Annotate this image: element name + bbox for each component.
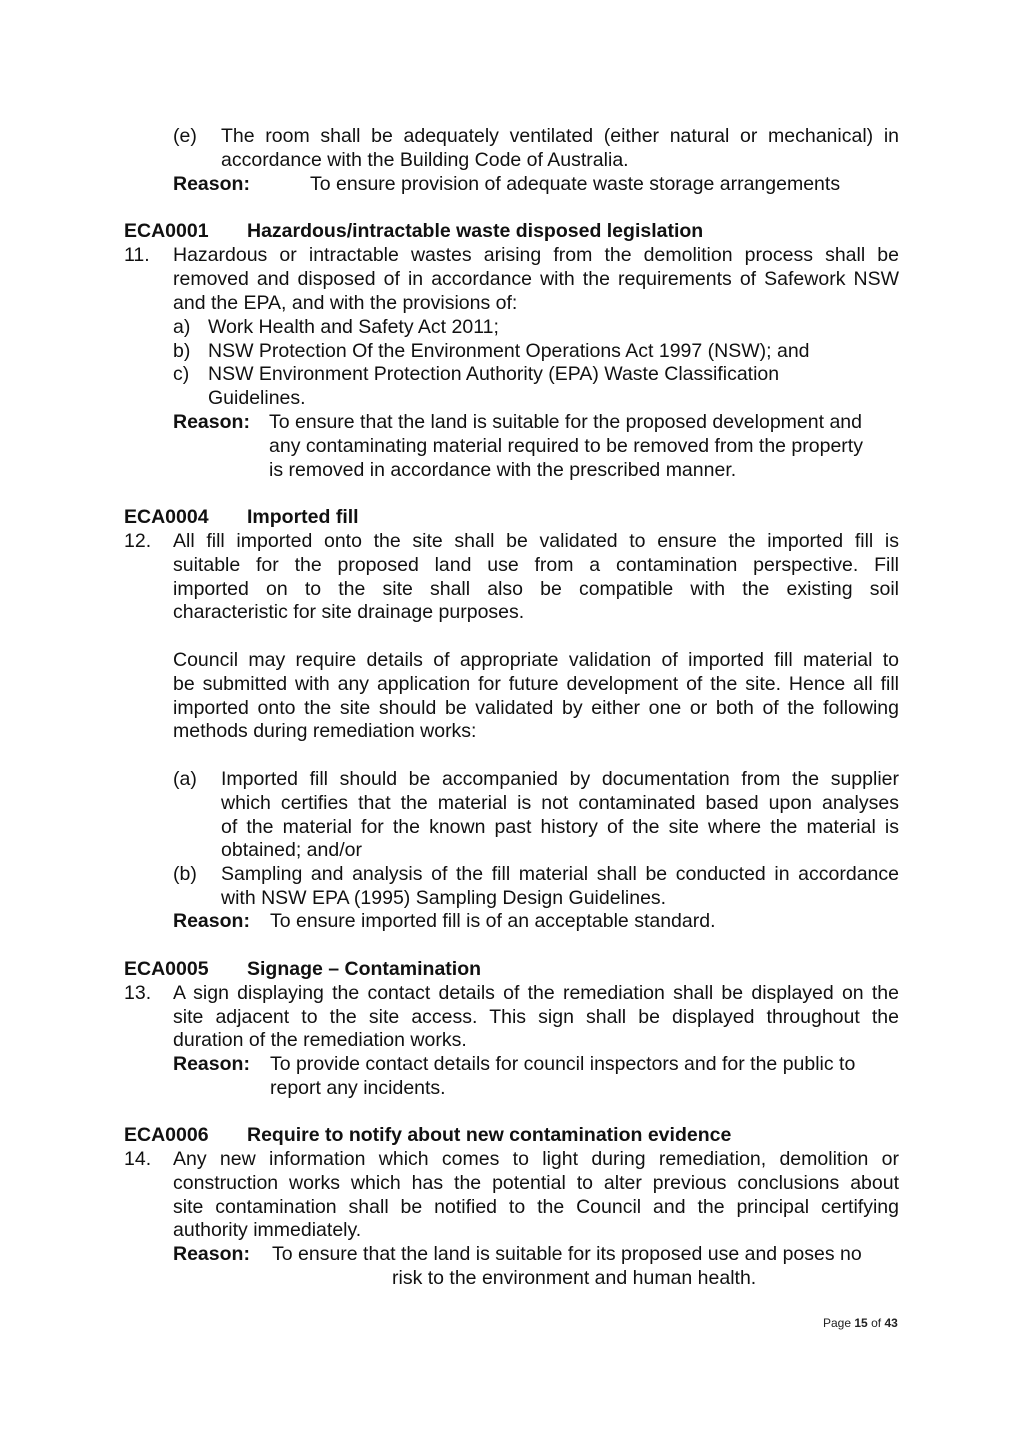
section-title: Hazardous/intractable waste disposed legislation (247, 220, 704, 242)
reason-text: report any incidents. (270, 1077, 446, 1099)
condition-text: Hazardous or intractable wastes arising from the demolition process shall be (173, 244, 899, 266)
reason-text: To provide contact details for council inspectors and for the public to (270, 1053, 856, 1075)
condition-number: 11. (124, 244, 150, 266)
reason-label: Reason: (173, 1053, 250, 1075)
list-item-text: of the material for the known past history of the site where the material is (221, 816, 899, 838)
reason-label: Reason: (173, 1243, 250, 1265)
condition-text: characteristic for site drainage purposes. (173, 601, 525, 623)
paragraph-text: imported onto the site should be validated by either one or both of the following (173, 697, 899, 719)
paragraph-text: Council may require details of appropriate validation of imported fill material to (173, 649, 899, 671)
reason-text: any contaminating material required to be removed from the property (269, 435, 863, 457)
list-item-text: accordance with the Building Code of Australia. (221, 149, 629, 171)
condition-text: removed and disposed of in accordance with the requirements of Safework NSW (173, 268, 899, 290)
condition-text: authority immediately. (173, 1219, 362, 1241)
section-title: Signage – Contamination (247, 958, 482, 980)
reason-label: Reason: (173, 411, 250, 433)
condition-text: Any new information which comes to light during remediation, demolition or (173, 1148, 899, 1170)
condition-text: construction works which has the potential to alter previous conclusions about (173, 1172, 899, 1194)
condition-number: 12. (124, 530, 152, 552)
paragraph-text: be submitted with any application for future development of the site. Hence all fill (173, 673, 899, 695)
condition-text: A sign displaying the contact details of the remediation shall be displayed on the (173, 982, 899, 1004)
list-item-text: Imported fill should be accompanied by documentation from the supplier (221, 768, 899, 790)
list-item-text: The room shall be adequately ventilated (either natural or mechanical) in (221, 125, 899, 147)
condition-text: All fill imported onto the site shall be validated to ensure the imported fill is (173, 530, 899, 552)
page-footer (823, 1312, 898, 1336)
list-label: b) (173, 340, 191, 362)
page-word: Page (823, 1316, 852, 1330)
reason-label: Reason: (173, 910, 250, 932)
reason-text: risk to the environment and human health. (392, 1267, 757, 1289)
reason-text: To ensure that the land is suitable for its proposed use and poses no (272, 1243, 862, 1265)
list-item-text: Work Health and Safety Act 2011; (208, 316, 499, 338)
condition-text: imported on to the site shall also be compatible with the existing soil (173, 578, 899, 600)
condition-text: suitable for the proposed land use from a contamination perspective. Fill (173, 554, 899, 576)
paragraph-text: methods during remediation works: (173, 720, 477, 742)
reason-label: Reason: (173, 173, 250, 195)
list-item-text: Sampling and analysis of the fill material shall be conducted in accordance (221, 863, 899, 885)
reason-text: is removed in accordance with the prescribed manner. (269, 459, 737, 481)
section-code: ECA0005 (124, 958, 209, 980)
section-title: Require to notify about new contamination evidence (247, 1124, 732, 1146)
list-item-text: which certifies that the material is not contaminated based upon analyses (221, 792, 899, 814)
list-label: (e) (173, 125, 197, 147)
condition-number: 14. (124, 1148, 152, 1170)
list-item-text: NSW Protection Of the Environment Operations Act 1997 (NSW); and (208, 340, 810, 362)
page-total: 43 (884, 1316, 898, 1330)
list-label: (a) (173, 768, 197, 790)
section-code: ECA0001 (124, 220, 209, 242)
list-item-text: obtained; and/or (221, 839, 362, 861)
condition-text: and the EPA, and with the provisions of: (173, 292, 518, 314)
reason-text: To ensure imported fill is of an acceptable standard. (270, 910, 716, 932)
list-item-text: with NSW EPA (1995) Sampling Design Guidelines. (221, 887, 667, 909)
condition-text: site contamination shall be notified to the Council and the principal certifying (173, 1196, 899, 1218)
list-label: c) (173, 363, 190, 385)
of-word: of (871, 1316, 882, 1330)
condition-text: site adjacent to the site access. This sign shall be displayed throughout the (173, 1006, 899, 1028)
list-label: a) (173, 316, 191, 338)
page-number: 15 (854, 1316, 868, 1330)
list-item-text: Guidelines. (208, 387, 306, 409)
list-label: (b) (173, 863, 197, 885)
section-code: ECA0004 (124, 506, 209, 528)
condition-number: 13. (124, 982, 152, 1004)
list-item-text: NSW Environment Protection Authority (EPA) Waste Classification (208, 363, 780, 385)
condition-text: duration of the remediation works. (173, 1029, 467, 1051)
section-code: ECA0006 (124, 1124, 209, 1146)
section-title: Imported fill (247, 506, 359, 528)
reason-text: To ensure provision of adequate waste storage arrangements (310, 173, 841, 195)
reason-text: To ensure that the land is suitable for the proposed development and (269, 411, 862, 433)
